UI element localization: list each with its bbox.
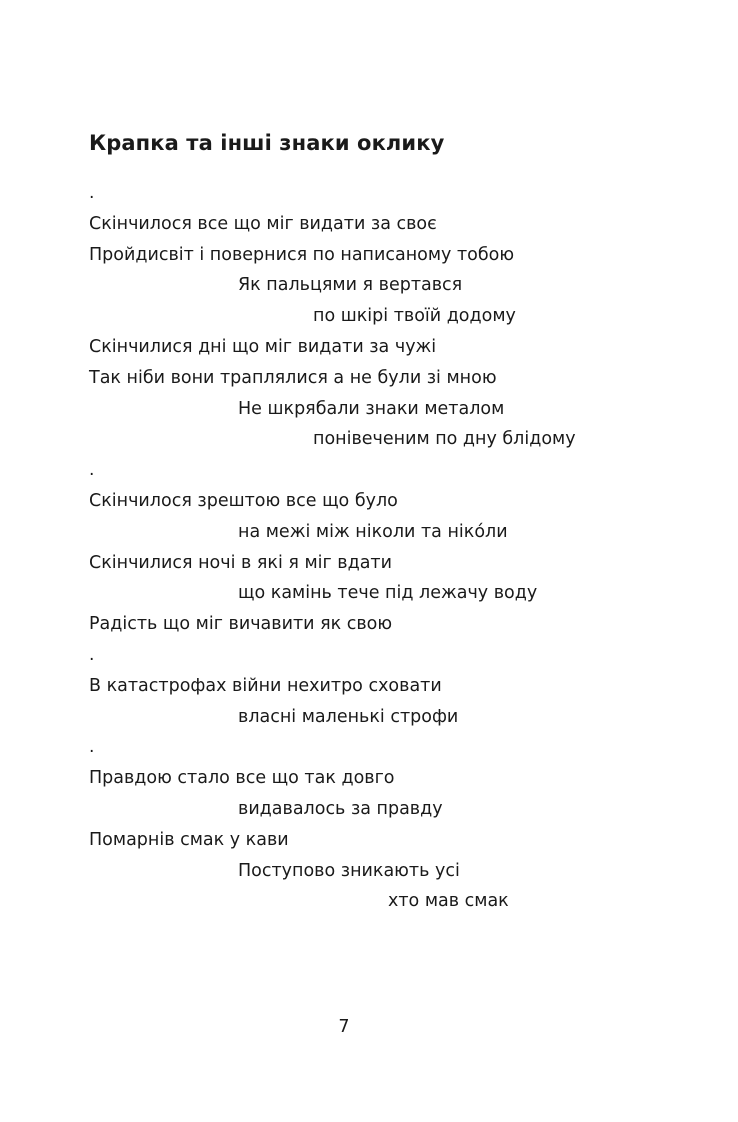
poem-line-indented: по шкірі твоїй додому [313, 306, 516, 327]
poem-line-indented: Поступово зникають усі [238, 860, 460, 881]
poem-line: В катастрофах війни нехитро сховати [89, 675, 442, 696]
poem-line-indented: понівеченим по дну блідому [313, 429, 576, 450]
poem-title: Крапка та інші знаки оклику [89, 131, 445, 155]
poem-line: Радість що міг вичавити як свою [89, 614, 393, 635]
poem-line-indented: Як пальцями я вертався [238, 275, 463, 296]
poem-line-separator: . [89, 737, 95, 758]
poem-line-indented: хто мав смак [388, 891, 509, 912]
poem-line-separator: . [89, 183, 95, 203]
poem-line-indented: видавалось за правду [238, 798, 443, 819]
poem-line: Скінчилося все що міг видати за своє [89, 213, 437, 234]
poem-line-separator: . [89, 460, 95, 481]
poem-line: Скінчилися дні що міг видати за чужі [89, 336, 437, 357]
poem-line: Пройдисвіт і повернися по написаному тобою [89, 244, 515, 265]
page-number: 7 [338, 1017, 350, 1037]
poem-line: Скінчилося зрештою все що було [89, 490, 398, 511]
poem-line-indented: Не шкрябали знаки металом [238, 398, 505, 419]
poem-line: Помарнів смак у кави [89, 829, 289, 850]
poem-body [89, 178, 709, 917]
poem-line-indented: на межі між ніколи та ніко́ли [238, 521, 508, 542]
poem-line-indented: власні маленькі строфи [238, 706, 459, 727]
poem-line-separator: . [89, 644, 95, 665]
poem-line: Правдою стало все що так довго [89, 768, 395, 789]
poem-line: Так ніби вони траплялися а не були зі мною [89, 367, 497, 388]
poem-line: Скінчилися ночі в які я міг вдати [89, 552, 393, 573]
poem-line-indented: що камінь тече під лежачу воду [238, 583, 538, 604]
